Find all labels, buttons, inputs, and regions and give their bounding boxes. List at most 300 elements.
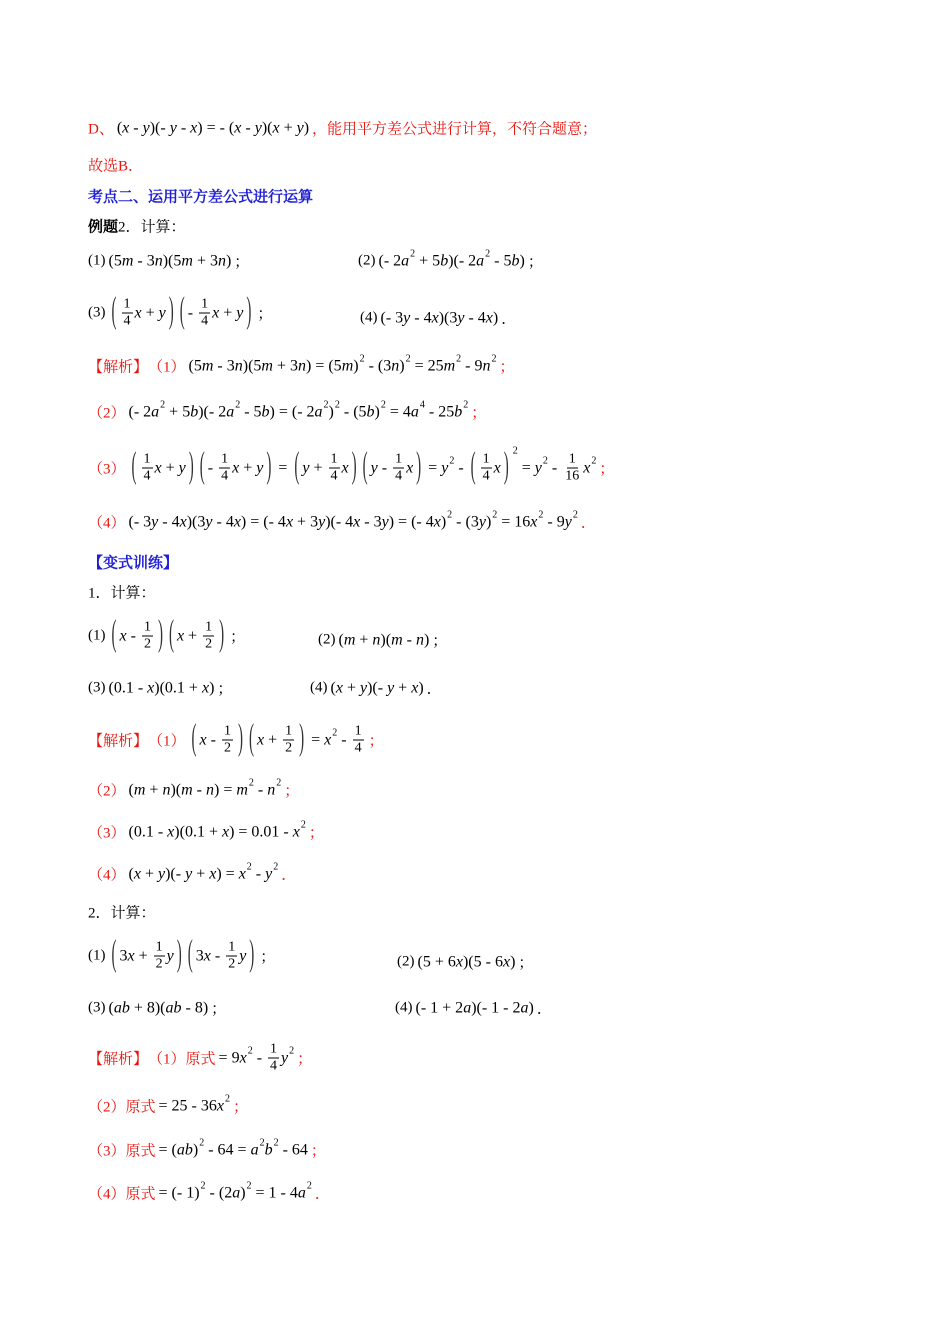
superscript: 2 [485, 248, 491, 260]
problem-2-heading [88, 902, 156, 923]
step-number: （1） [148, 1051, 186, 1068]
fraction [154, 940, 165, 973]
math-variable: y [534, 459, 542, 476]
math-text: = 16x [497, 513, 538, 530]
math-variable: x [234, 119, 242, 136]
math-variable: y [254, 119, 262, 136]
fraction-numerator: 1 [568, 451, 576, 467]
problem-2-question-2 [397, 952, 533, 973]
superscript: 2 [273, 861, 279, 873]
math-text: = y [424, 459, 449, 476]
example-heading [88, 216, 186, 237]
paren-content [120, 620, 155, 653]
problem-2-question-4 [395, 998, 552, 1019]
step-formula [219, 1042, 295, 1075]
math-text: ) [328, 403, 334, 420]
question-end: ； [432, 633, 448, 650]
fraction-numerator: 1 [354, 723, 362, 739]
math-text: 3x + [119, 947, 152, 964]
fraction-numerator: 1 [143, 451, 151, 467]
superscript: 2 [449, 455, 455, 467]
question-number: (2) [397, 953, 415, 970]
superscript: 2 [456, 353, 462, 365]
math-text: x - [199, 731, 220, 748]
superscript: 2 [160, 399, 166, 411]
math-text: = 9x [218, 1049, 247, 1066]
fraction-numerator: 1 [155, 939, 163, 955]
math-text: - y [251, 865, 273, 882]
left-paren: ( [470, 446, 476, 487]
problem-1-heading [88, 582, 156, 603]
math-variable: ab [176, 1141, 193, 1158]
question-formula [109, 934, 258, 975]
math-text [342, 459, 349, 477]
step-end: ； [471, 405, 487, 422]
right-paren: ) [168, 291, 174, 332]
math-variable: a [463, 999, 472, 1016]
math-variable: y [239, 947, 247, 964]
step-end: ； [499, 359, 515, 376]
question-number: (2) [318, 631, 336, 648]
question-formula [109, 679, 215, 697]
math-variable: b [190, 403, 199, 420]
fraction-numerator: 1 [395, 451, 403, 467]
math-variable: ab [165, 999, 182, 1016]
example-label: 例题 [88, 219, 119, 236]
paren-group [189, 718, 246, 759]
math-variable: x [134, 304, 142, 321]
question-number: (4) [360, 309, 378, 326]
paren-group [109, 291, 177, 332]
superscript: 2 [359, 353, 365, 365]
problem-prompt: 2．计算： [88, 905, 156, 922]
step-formula [128, 777, 282, 799]
question-number: (4) [310, 679, 328, 696]
math-variable: y [281, 1049, 289, 1066]
math-variable: x [285, 513, 294, 530]
problem-1-question-4 [310, 678, 442, 699]
question-end: ． [501, 311, 517, 328]
step-end: ； [599, 461, 615, 478]
math-variable: y [166, 947, 174, 964]
math-variable: n [391, 357, 400, 374]
math-variable: x [292, 823, 300, 840]
math-variable: x [154, 459, 162, 476]
fraction-numerator: 1 [205, 619, 213, 635]
math-text: = (ab) [158, 1141, 199, 1158]
math-variable: a [401, 252, 410, 269]
question-formula [339, 631, 430, 649]
fraction-denominator: 4 [330, 468, 338, 484]
math-variable: y [157, 865, 166, 882]
math-variable: y [185, 865, 193, 882]
example-solution-3 [88, 445, 615, 487]
math-text: - 64 = a [204, 1141, 259, 1158]
question-end: ； [211, 1001, 227, 1018]
math-variable: y [205, 513, 213, 530]
math-text: (0.1 - x)(0.1 + x) = 0.01 - x [128, 823, 300, 840]
step-end: ； [308, 825, 324, 842]
fraction-denominator: 4 [221, 468, 229, 484]
math-text: - 64 [278, 1141, 308, 1158]
math-text: - 9n [461, 357, 491, 374]
math-variable: x [353, 513, 361, 530]
question-end: ； [518, 955, 534, 972]
step-formula [188, 353, 497, 375]
left-paren: ( [131, 446, 137, 487]
fraction-numerator: 1 [221, 451, 229, 467]
question-number: (1) [88, 947, 106, 964]
math-variable: x [433, 513, 441, 530]
math-variable: x [530, 513, 538, 530]
math-text: (x - y)(- y - x) = - (x - y)(x + y) [116, 119, 310, 136]
superscript: 2 [247, 1045, 253, 1057]
fraction [283, 724, 294, 757]
superscript: 2 [447, 509, 453, 521]
paren-group [177, 291, 255, 332]
right-paren: ) [351, 446, 357, 487]
superscript: 2 [332, 727, 338, 739]
step-number: （3） [88, 825, 126, 842]
fraction-denominator: 2 [155, 956, 163, 972]
question-formula [109, 252, 232, 270]
step-number: （2） [88, 405, 126, 422]
math-text: = [274, 459, 292, 476]
fraction-numerator: 1 [201, 296, 209, 312]
paren-group [360, 446, 425, 487]
math-text: + 5b)(- 2a [165, 403, 235, 420]
math-variable: y [178, 459, 186, 476]
superscript: 2 [199, 1137, 205, 1149]
math-text: (5 + 6x)(5 - 6x) [417, 953, 516, 970]
math-variable: m [261, 357, 273, 374]
right-paren: ) [416, 446, 422, 487]
math-text: x + [256, 731, 282, 748]
math-text: - n [253, 781, 276, 798]
superscript: 2 [572, 509, 578, 521]
step-prefix: 原式 [125, 1186, 156, 1203]
practice-title: 【变式训练】 [88, 555, 179, 572]
left-paren: ( [191, 718, 197, 759]
example-question-2 [358, 248, 543, 272]
math-variable: x [221, 823, 230, 840]
math-variable: y [151, 513, 159, 530]
math-variable: y [359, 679, 368, 696]
math-text: x + [176, 627, 202, 644]
problem-1-question-3 [88, 678, 232, 699]
math-variable: n [217, 252, 226, 269]
math-variable: a [520, 999, 529, 1016]
math-text: - 5b) = (- 2a [240, 403, 323, 420]
math-text: - [252, 1049, 267, 1066]
math-text: (x + y)(- y + x) [330, 679, 424, 696]
question-number: (2) [358, 252, 376, 269]
math-variable: x [239, 1049, 247, 1066]
math-text: (m + n)(m - n) = m [128, 781, 248, 798]
problem-prompt: 1．计算： [88, 585, 156, 602]
problem-2-question-1 [88, 934, 276, 975]
math-variable: x [212, 304, 220, 321]
math-variable: b [511, 252, 520, 269]
superscript: 2 [246, 1180, 252, 1192]
example-question-4 [360, 308, 516, 329]
step-end: ． [281, 867, 297, 884]
step-end: ； [297, 1051, 313, 1068]
math-variable: x [232, 459, 240, 476]
math-variable: n [154, 252, 163, 269]
math-variable: x [167, 823, 175, 840]
math-text: (5m - 3n)(5m + 3n) [108, 252, 232, 269]
math-variable: b [261, 403, 270, 420]
math-text [494, 459, 501, 477]
math-text: x + y [154, 459, 186, 476]
math-text: + 5b)(- 2a [415, 252, 485, 269]
superscript: 2 [248, 777, 254, 789]
problem-1-solution-4 [88, 861, 297, 885]
example-solution-2 [88, 399, 487, 423]
math-variable: x [122, 119, 130, 136]
example-question-1 [88, 251, 249, 272]
math-variable: x [179, 513, 187, 530]
fraction [268, 1042, 279, 1075]
math-text: - [337, 731, 351, 748]
math-variable: x [324, 731, 332, 748]
math-variable: x [147, 679, 155, 696]
paren-content [208, 452, 264, 485]
math-variable: m [133, 781, 146, 798]
fraction-numerator: 1 [285, 723, 293, 739]
right-paren: ) [157, 614, 163, 655]
math-variable: x [127, 947, 135, 964]
math-variable: m [181, 252, 193, 269]
math-text: - (2a) [205, 1184, 246, 1201]
left-paren: ( [179, 291, 185, 332]
fraction-numerator: 1 [330, 451, 338, 467]
step-number: （2） [88, 783, 126, 800]
step-formula [158, 1137, 308, 1159]
paren-content [140, 452, 186, 485]
step-formula [129, 445, 597, 487]
left-paren: ( [168, 614, 174, 655]
math-variable: a [226, 403, 235, 420]
left-paren: ( [187, 934, 193, 975]
math-variable: m [443, 357, 456, 374]
step-formula [128, 399, 469, 421]
fraction-denominator: 4 [143, 468, 151, 484]
fraction [393, 452, 404, 485]
superscript: 2 [276, 777, 282, 789]
superscript: 2 [334, 399, 340, 411]
superscript: 2 [591, 455, 597, 467]
step-end: ． [580, 515, 596, 532]
math-text: (- 2a [378, 252, 410, 269]
math-variable: n [372, 631, 381, 648]
math-text: = y [517, 459, 542, 476]
math-variable: x [406, 459, 414, 476]
math-variable: a [232, 1184, 241, 1201]
math-variable: x [455, 953, 463, 970]
math-variable: x [341, 459, 349, 476]
math-variable: a [410, 403, 419, 420]
step-prefix: 原式 [125, 1099, 156, 1116]
step-formula [128, 509, 578, 531]
paren-content [196, 940, 247, 973]
math-text: = 1 - 4a [251, 1184, 306, 1201]
fraction [203, 620, 214, 653]
step-number: （3） [88, 461, 126, 478]
question-number: (3) [88, 999, 106, 1016]
math-variable: m [181, 781, 193, 798]
question-formula [109, 999, 209, 1017]
step-number: （1） [148, 733, 186, 750]
paren-content [302, 452, 348, 485]
step-formula [158, 1180, 312, 1202]
paren-content [177, 620, 216, 653]
right-paren: ) [237, 718, 243, 759]
question-end: ； [527, 254, 543, 271]
math-text: - [187, 304, 198, 321]
math-text: (x + y)(- y + x) = x [128, 865, 246, 882]
math-variable: m [236, 781, 248, 798]
math-variable: a [151, 403, 160, 420]
superscript: 2 [225, 1093, 230, 1105]
problem-2-solution-1 [88, 1042, 312, 1075]
fraction-numerator: 1 [482, 451, 490, 467]
math-variable: x [216, 1097, 224, 1114]
math-variable: x [133, 865, 141, 882]
fraction-denominator: 4 [354, 740, 362, 756]
math-text: = (- 1) [158, 1184, 200, 1201]
math-text [239, 947, 246, 965]
math-text: (5m - 3n)(5m + 3n) = (5m) [188, 357, 359, 374]
math-variable: m [201, 357, 214, 374]
option-d-line [88, 118, 597, 139]
math-variable: x [583, 459, 591, 476]
math-variable: y [403, 309, 411, 326]
question-end: ； [234, 254, 250, 271]
example-solution-1 [88, 353, 515, 377]
math-text [583, 459, 590, 477]
question-number: (3) [88, 304, 106, 321]
problem-1-question-2 [318, 630, 447, 651]
step-formula [128, 819, 306, 841]
fraction [226, 940, 237, 973]
math-text: x + y [212, 304, 244, 321]
right-paren: ) [219, 614, 225, 655]
math-text: y - [370, 459, 392, 476]
left-paren: ( [248, 718, 254, 759]
math-variable: b [366, 403, 375, 420]
math-variable: x [493, 459, 501, 476]
fraction-numerator: 1 [143, 619, 151, 635]
superscript: 2 [380, 399, 386, 411]
question-end: ． [426, 681, 442, 698]
math-text: = 25 - 36x [158, 1097, 224, 1114]
paren-content [371, 452, 414, 485]
math-variable: b [454, 403, 463, 420]
question-end: ． [536, 1001, 552, 1018]
step-formula [128, 861, 279, 883]
example-question-3 [88, 291, 273, 332]
superscript: 2 [200, 1180, 206, 1192]
math-text [265, 1141, 273, 1159]
right-paren: ) [246, 291, 252, 332]
problem-2-solution-2 [88, 1093, 249, 1117]
question-formula [109, 291, 255, 332]
question-number: (1) [88, 252, 106, 269]
answer-line [88, 155, 143, 176]
section-title-line [88, 186, 313, 207]
math-variable: a [476, 252, 485, 269]
superscript: 2 [542, 455, 548, 467]
fraction-denominator: 4 [123, 313, 131, 329]
fraction-numerator: 1 [123, 296, 131, 312]
math-variable: n [267, 781, 276, 798]
math-variable: m [343, 631, 356, 648]
paren-content [188, 297, 244, 330]
math-variable: y [478, 513, 486, 530]
math-variable: y [256, 459, 264, 476]
option-d-comment: ，能用平方差公式进行计算，不符合题意； [312, 121, 598, 138]
math-variable: x [431, 309, 439, 326]
step-end: ； [310, 1143, 326, 1160]
math-variable: y [318, 513, 326, 530]
math-variable: a [314, 403, 323, 420]
math-variable: x [199, 731, 207, 748]
paren-group [197, 446, 275, 487]
question-end: ； [230, 629, 246, 646]
step-number: （4） [88, 1186, 126, 1203]
fraction-denominator: 4 [201, 313, 209, 329]
math-variable: n [415, 631, 424, 648]
question-end: ； [217, 681, 233, 698]
problem-1-solution-2 [88, 777, 300, 801]
fraction [142, 452, 153, 485]
math-variable: m [391, 631, 403, 648]
math-text [281, 1049, 288, 1067]
left-paren: ( [362, 446, 368, 487]
superscript: 2 [323, 399, 329, 411]
math-variable: n [482, 357, 491, 374]
left-paren: ( [111, 934, 117, 975]
fraction [353, 724, 364, 757]
step-end: ； [284, 783, 300, 800]
question-formula [381, 309, 499, 327]
right-paren: ) [266, 446, 272, 487]
problem-1-question-1 [88, 614, 246, 655]
question-formula [378, 248, 525, 270]
math-variable: y [457, 309, 465, 326]
fraction-denominator: 4 [395, 468, 403, 484]
problem-2-solution-4 [88, 1180, 330, 1204]
math-variable: ab [113, 999, 130, 1016]
fraction [222, 724, 233, 757]
fraction [199, 297, 210, 330]
right-paren: ) [176, 934, 182, 975]
paren-group [129, 446, 197, 487]
math-variable: b [440, 252, 449, 269]
fraction-numerator: 1 [223, 723, 231, 739]
math-variable: x [238, 865, 246, 882]
right-paren: ) [503, 446, 509, 487]
math-variable: x [233, 513, 241, 530]
superscript: 2 [235, 399, 241, 411]
fraction [563, 452, 581, 485]
section-title: 考点二、运用平方差公式进行运算 [88, 189, 314, 206]
superscript: 4 [419, 399, 425, 411]
option-d-label: D、 [88, 121, 114, 138]
math-text: (- 3y - 4x)(3y - 4x) = (- 4x + 3y)(- 4x - 3y) = (- 4x) [128, 513, 447, 530]
